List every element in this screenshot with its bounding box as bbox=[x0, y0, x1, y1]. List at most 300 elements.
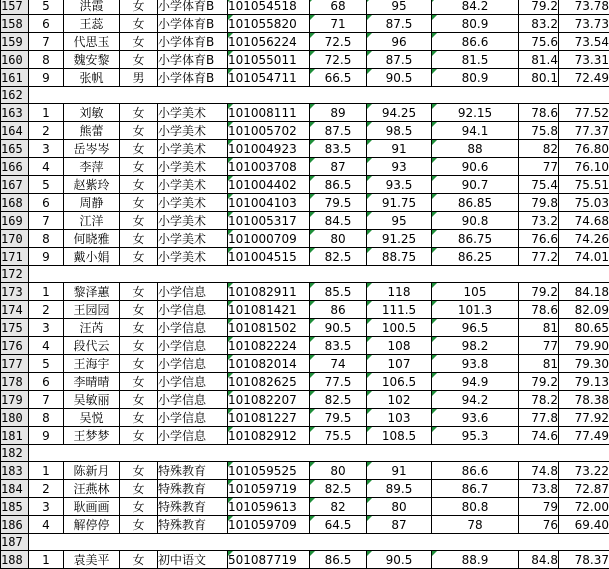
row-number[interactable]: 162 bbox=[1, 87, 29, 104]
total-cell[interactable]: 73.54 bbox=[559, 33, 609, 51]
row-number[interactable]: 185 bbox=[1, 498, 29, 516]
score-cell[interactable] bbox=[432, 87, 519, 104]
exam-id-cell[interactable]: 101000709 bbox=[228, 230, 310, 248]
table-row[interactable] bbox=[1, 15, 609, 33]
gender-cell[interactable]: 女 bbox=[120, 194, 158, 212]
gender-cell[interactable]: 女 bbox=[120, 427, 158, 445]
name-cell[interactable] bbox=[64, 534, 120, 551]
table-row[interactable] bbox=[1, 230, 609, 248]
name-cell[interactable]: 汪芮 bbox=[64, 319, 120, 337]
score-cell[interactable]: 79.2 bbox=[519, 373, 559, 391]
score-cell[interactable]: 82.5 bbox=[310, 480, 367, 498]
exam-id-cell[interactable]: 101082207 bbox=[228, 391, 310, 409]
score-cell[interactable]: 86.6 bbox=[432, 33, 519, 51]
score-cell[interactable]: 87 bbox=[367, 516, 432, 534]
name-cell[interactable]: 王蕊 bbox=[64, 15, 120, 33]
exam-id-cell[interactable] bbox=[228, 266, 310, 283]
row-number[interactable]: 166 bbox=[1, 158, 29, 176]
score-cell[interactable]: 108.5 bbox=[367, 427, 432, 445]
name-cell[interactable]: 戴小娟 bbox=[64, 248, 120, 266]
serial-number-cell[interactable]: 1 bbox=[29, 551, 64, 569]
gender-cell[interactable]: 女 bbox=[120, 355, 158, 373]
exam-id-cell[interactable]: 101004515 bbox=[228, 248, 310, 266]
score-cell[interactable]: 74.6 bbox=[519, 427, 559, 445]
name-cell[interactable]: 何晓雅 bbox=[64, 230, 120, 248]
total-cell[interactable] bbox=[559, 266, 609, 283]
row-number[interactable]: 178 bbox=[1, 373, 29, 391]
subject-cell[interactable]: 小学体育B bbox=[158, 51, 228, 69]
total-cell[interactable] bbox=[559, 445, 609, 462]
serial-number-cell[interactable]: 8 bbox=[29, 230, 64, 248]
name-cell[interactable]: 刘敏 bbox=[64, 104, 120, 122]
score-cell[interactable]: 91.75 bbox=[367, 194, 432, 212]
name-cell[interactable]: 赵紫玲 bbox=[64, 176, 120, 194]
subject-cell[interactable]: 小学美术 bbox=[158, 140, 228, 158]
score-cell[interactable]: 77.5 bbox=[310, 373, 367, 391]
serial-number-cell[interactable]: 8 bbox=[29, 409, 64, 427]
row-number[interactable]: 160 bbox=[1, 51, 29, 69]
row-number[interactable]: 163 bbox=[1, 104, 29, 122]
gender-cell[interactable]: 女 bbox=[120, 140, 158, 158]
exam-id-cell[interactable]: 101059719 bbox=[228, 480, 310, 498]
score-cell[interactable]: 83.2 bbox=[519, 15, 559, 33]
score-cell[interactable]: 81.5 bbox=[432, 51, 519, 69]
serial-number-cell[interactable]: 7 bbox=[29, 391, 64, 409]
exam-id-cell[interactable]: 101055011 bbox=[228, 51, 310, 69]
name-cell[interactable]: 陈新月 bbox=[64, 462, 120, 480]
serial-number-cell[interactable]: 5 bbox=[29, 176, 64, 194]
total-cell[interactable]: 78.38 bbox=[559, 391, 609, 409]
score-cell[interactable]: 106.5 bbox=[367, 373, 432, 391]
gender-cell[interactable] bbox=[120, 87, 158, 104]
serial-number-cell[interactable]: 3 bbox=[29, 319, 64, 337]
name-cell[interactable]: 代思玉 bbox=[64, 33, 120, 51]
score-cell[interactable]: 91 bbox=[367, 140, 432, 158]
total-cell[interactable]: 77.52 bbox=[559, 104, 609, 122]
score-cell[interactable] bbox=[367, 266, 432, 283]
score-cell[interactable]: 87 bbox=[310, 158, 367, 176]
row-number[interactable]: 181 bbox=[1, 427, 29, 445]
table-row[interactable] bbox=[1, 498, 609, 516]
score-cell[interactable]: 96.5 bbox=[432, 319, 519, 337]
score-cell[interactable]: 79.2 bbox=[519, 0, 559, 15]
row-number[interactable]: 165 bbox=[1, 140, 29, 158]
table-row[interactable] bbox=[1, 33, 609, 51]
score-cell[interactable]: 82 bbox=[519, 140, 559, 158]
score-cell[interactable]: 86.85 bbox=[432, 194, 519, 212]
row-number[interactable]: 159 bbox=[1, 33, 29, 51]
score-cell[interactable]: 90.7 bbox=[432, 176, 519, 194]
score-cell[interactable]: 82 bbox=[310, 498, 367, 516]
score-cell[interactable] bbox=[367, 87, 432, 104]
name-cell[interactable]: 王海宇 bbox=[64, 355, 120, 373]
score-cell[interactable]: 80 bbox=[310, 230, 367, 248]
total-cell[interactable]: 77.49 bbox=[559, 427, 609, 445]
score-cell[interactable]: 87.5 bbox=[367, 51, 432, 69]
score-cell[interactable]: 76.6 bbox=[519, 230, 559, 248]
serial-number-cell[interactable]: 6 bbox=[29, 373, 64, 391]
row-number[interactable]: 183 bbox=[1, 462, 29, 480]
serial-number-cell[interactable] bbox=[29, 87, 64, 104]
score-cell[interactable]: 90.5 bbox=[367, 69, 432, 87]
serial-number-cell[interactable]: 9 bbox=[29, 248, 64, 266]
subject-cell[interactable]: 小学美术 bbox=[158, 176, 228, 194]
score-cell[interactable]: 88.75 bbox=[367, 248, 432, 266]
serial-number-cell[interactable]: 9 bbox=[29, 69, 64, 87]
score-cell[interactable]: 89.5 bbox=[367, 480, 432, 498]
score-cell[interactable]: 85.5 bbox=[310, 283, 367, 301]
subject-cell[interactable]: 小学美术 bbox=[158, 194, 228, 212]
subject-cell[interactable]: 小学信息 bbox=[158, 373, 228, 391]
row-number[interactable]: 186 bbox=[1, 516, 29, 534]
score-cell[interactable]: 83.5 bbox=[310, 337, 367, 355]
gender-cell[interactable]: 女 bbox=[120, 498, 158, 516]
row-number[interactable]: 177 bbox=[1, 355, 29, 373]
score-cell[interactable]: 90.5 bbox=[367, 551, 432, 569]
total-cell[interactable] bbox=[559, 87, 609, 104]
total-cell[interactable]: 72.49 bbox=[559, 69, 609, 87]
serial-number-cell[interactable] bbox=[29, 445, 64, 462]
subject-cell[interactable] bbox=[158, 266, 228, 283]
table-row[interactable] bbox=[1, 337, 609, 355]
gender-cell[interactable]: 女 bbox=[120, 551, 158, 569]
score-cell[interactable] bbox=[519, 445, 559, 462]
score-cell[interactable]: 95 bbox=[367, 212, 432, 230]
row-number[interactable]: 158 bbox=[1, 15, 29, 33]
row-number[interactable]: 179 bbox=[1, 391, 29, 409]
score-cell[interactable]: 94.9 bbox=[432, 373, 519, 391]
subject-cell[interactable] bbox=[158, 445, 228, 462]
score-cell[interactable]: 81 bbox=[519, 319, 559, 337]
score-cell[interactable]: 79.2 bbox=[519, 283, 559, 301]
score-cell[interactable]: 78.2 bbox=[519, 391, 559, 409]
serial-number-cell[interactable]: 5 bbox=[29, 355, 64, 373]
exam-id-cell[interactable]: 101005317 bbox=[228, 212, 310, 230]
subject-cell[interactable]: 特殊教育 bbox=[158, 462, 228, 480]
table-row[interactable] bbox=[1, 158, 609, 176]
score-cell[interactable]: 66.5 bbox=[310, 69, 367, 87]
subject-cell[interactable]: 小学信息 bbox=[158, 409, 228, 427]
score-cell[interactable]: 75.4 bbox=[519, 176, 559, 194]
score-cell[interactable]: 105 bbox=[432, 283, 519, 301]
row-number[interactable]: 174 bbox=[1, 301, 29, 319]
score-cell[interactable]: 81.4 bbox=[519, 51, 559, 69]
gender-cell[interactable]: 女 bbox=[120, 283, 158, 301]
score-cell[interactable]: 71 bbox=[310, 15, 367, 33]
score-cell[interactable]: 72.5 bbox=[310, 51, 367, 69]
gender-cell[interactable]: 女 bbox=[120, 337, 158, 355]
name-cell[interactable]: 袁美平 bbox=[64, 551, 120, 569]
score-cell[interactable]: 75.5 bbox=[310, 427, 367, 445]
serial-number-cell[interactable]: 4 bbox=[29, 337, 64, 355]
score-cell[interactable]: 88.9 bbox=[432, 551, 519, 569]
score-cell[interactable] bbox=[367, 534, 432, 551]
score-cell[interactable]: 93.6 bbox=[432, 409, 519, 427]
gender-cell[interactable]: 女 bbox=[120, 122, 158, 140]
score-cell[interactable]: 77.2 bbox=[519, 248, 559, 266]
subject-cell[interactable]: 小学美术 bbox=[158, 158, 228, 176]
total-cell[interactable]: 82.09 bbox=[559, 301, 609, 319]
exam-id-cell[interactable]: 101081502 bbox=[228, 319, 310, 337]
exam-id-cell[interactable]: 101082625 bbox=[228, 373, 310, 391]
score-cell[interactable] bbox=[310, 445, 367, 462]
row-number[interactable]: 180 bbox=[1, 409, 29, 427]
score-cell[interactable]: 98.2 bbox=[432, 337, 519, 355]
table-row[interactable] bbox=[1, 551, 609, 569]
name-cell[interactable] bbox=[64, 87, 120, 104]
name-cell[interactable] bbox=[64, 266, 120, 283]
table-row[interactable] bbox=[1, 301, 609, 319]
gender-cell[interactable]: 女 bbox=[120, 409, 158, 427]
score-cell[interactable]: 86.5 bbox=[310, 551, 367, 569]
subject-cell[interactable]: 小学信息 bbox=[158, 319, 228, 337]
score-cell[interactable]: 90.8 bbox=[432, 212, 519, 230]
serial-number-cell[interactable] bbox=[29, 534, 64, 551]
subject-cell[interactable] bbox=[158, 87, 228, 104]
table-row[interactable] bbox=[1, 248, 609, 266]
subject-cell[interactable]: 小学美术 bbox=[158, 104, 228, 122]
score-cell[interactable]: 90.5 bbox=[310, 319, 367, 337]
score-cell[interactable]: 73.8 bbox=[519, 480, 559, 498]
exam-id-cell[interactable]: 101056224 bbox=[228, 33, 310, 51]
gender-cell[interactable]: 女 bbox=[120, 373, 158, 391]
blank-row[interactable] bbox=[1, 445, 609, 462]
name-cell[interactable]: 段代云 bbox=[64, 337, 120, 355]
total-cell[interactable]: 76.10 bbox=[559, 158, 609, 176]
score-cell[interactable]: 80.9 bbox=[432, 69, 519, 87]
total-cell[interactable]: 79.13 bbox=[559, 373, 609, 391]
gender-cell[interactable]: 男 bbox=[120, 69, 158, 87]
row-number[interactable]: 176 bbox=[1, 337, 29, 355]
gender-cell[interactable]: 女 bbox=[120, 158, 158, 176]
score-cell[interactable] bbox=[310, 87, 367, 104]
score-cell[interactable]: 94.1 bbox=[432, 122, 519, 140]
score-cell[interactable]: 80.1 bbox=[519, 69, 559, 87]
name-cell[interactable]: 李萍 bbox=[64, 158, 120, 176]
subject-cell[interactable]: 初中语文 bbox=[158, 551, 228, 569]
score-cell[interactable]: 84.2 bbox=[432, 0, 519, 15]
table-row[interactable] bbox=[1, 140, 609, 158]
total-cell[interactable] bbox=[559, 534, 609, 551]
name-cell[interactable]: 吴悦 bbox=[64, 409, 120, 427]
gender-cell[interactable]: 女 bbox=[120, 301, 158, 319]
score-cell[interactable]: 73.2 bbox=[519, 212, 559, 230]
total-cell[interactable]: 75.03 bbox=[559, 194, 609, 212]
exam-id-cell[interactable]: 101081421 bbox=[228, 301, 310, 319]
score-cell[interactable]: 72.5 bbox=[310, 33, 367, 51]
exam-id-cell[interactable]: 101054711 bbox=[228, 69, 310, 87]
score-cell[interactable]: 93.5 bbox=[367, 176, 432, 194]
subject-cell[interactable]: 小学体育B bbox=[158, 69, 228, 87]
score-cell[interactable] bbox=[367, 445, 432, 462]
score-cell[interactable]: 83.5 bbox=[310, 140, 367, 158]
score-cell[interactable] bbox=[432, 266, 519, 283]
score-cell[interactable]: 107 bbox=[367, 355, 432, 373]
subject-cell[interactable]: 小学信息 bbox=[158, 301, 228, 319]
score-cell[interactable]: 75.6 bbox=[519, 33, 559, 51]
exam-id-cell[interactable]: 101081227 bbox=[228, 409, 310, 427]
subject-cell[interactable]: 小学信息 bbox=[158, 427, 228, 445]
score-cell[interactable]: 90.6 bbox=[432, 158, 519, 176]
serial-number-cell[interactable]: 9 bbox=[29, 427, 64, 445]
score-cell[interactable]: 86.6 bbox=[432, 462, 519, 480]
total-cell[interactable]: 72.87 bbox=[559, 480, 609, 498]
row-number[interactable]: 167 bbox=[1, 176, 29, 194]
name-cell[interactable]: 岳岑岑 bbox=[64, 140, 120, 158]
score-cell[interactable]: 81 bbox=[519, 355, 559, 373]
name-cell[interactable]: 耿画画 bbox=[64, 498, 120, 516]
total-cell[interactable]: 77.92 bbox=[559, 409, 609, 427]
gender-cell[interactable]: 女 bbox=[120, 391, 158, 409]
gender-cell[interactable]: 女 bbox=[120, 0, 158, 15]
table-row[interactable] bbox=[1, 355, 609, 373]
gender-cell[interactable]: 女 bbox=[120, 212, 158, 230]
score-cell[interactable]: 74.8 bbox=[519, 462, 559, 480]
row-number[interactable]: 187 bbox=[1, 534, 29, 551]
row-number[interactable]: 161 bbox=[1, 69, 29, 87]
exam-id-cell[interactable]: 101005702 bbox=[228, 122, 310, 140]
name-cell[interactable]: 张帆 bbox=[64, 69, 120, 87]
exam-id-cell[interactable]: 101059709 bbox=[228, 516, 310, 534]
exam-id-cell[interactable]: 101004103 bbox=[228, 194, 310, 212]
table-row[interactable] bbox=[1, 391, 609, 409]
table-row[interactable] bbox=[1, 0, 609, 15]
exam-id-cell[interactable]: 101059525 bbox=[228, 462, 310, 480]
name-cell[interactable]: 李晴晴 bbox=[64, 373, 120, 391]
name-cell[interactable]: 黎泽蕙 bbox=[64, 283, 120, 301]
row-number[interactable]: 168 bbox=[1, 194, 29, 212]
score-cell[interactable] bbox=[310, 534, 367, 551]
score-cell[interactable] bbox=[432, 445, 519, 462]
gender-cell[interactable] bbox=[120, 266, 158, 283]
subject-cell[interactable]: 小学美术 bbox=[158, 212, 228, 230]
score-cell[interactable]: 84.5 bbox=[310, 212, 367, 230]
gender-cell[interactable]: 女 bbox=[120, 15, 158, 33]
subject-cell[interactable]: 小学体育B bbox=[158, 33, 228, 51]
score-cell[interactable]: 111.5 bbox=[367, 301, 432, 319]
subject-cell[interactable]: 小学体育B bbox=[158, 0, 228, 15]
name-cell[interactable]: 魏安黎 bbox=[64, 51, 120, 69]
name-cell[interactable]: 汪燕林 bbox=[64, 480, 120, 498]
total-cell[interactable]: 73.22 bbox=[559, 462, 609, 480]
score-cell[interactable]: 98.5 bbox=[367, 122, 432, 140]
serial-number-cell[interactable]: 1 bbox=[29, 462, 64, 480]
score-cell[interactable]: 86.75 bbox=[432, 230, 519, 248]
subject-cell[interactable]: 小学体育B bbox=[158, 15, 228, 33]
score-cell[interactable]: 87.5 bbox=[367, 15, 432, 33]
exam-id-cell[interactable] bbox=[228, 534, 310, 551]
table-row[interactable] bbox=[1, 427, 609, 445]
score-cell[interactable] bbox=[519, 534, 559, 551]
exam-id-cell[interactable]: 101008111 bbox=[228, 104, 310, 122]
name-cell[interactable]: 江洋 bbox=[64, 212, 120, 230]
table-row[interactable] bbox=[1, 122, 609, 140]
name-cell[interactable]: 熊蕾 bbox=[64, 122, 120, 140]
name-cell[interactable] bbox=[64, 445, 120, 462]
score-cell[interactable]: 77 bbox=[519, 337, 559, 355]
table-row[interactable] bbox=[1, 409, 609, 427]
score-cell[interactable]: 102 bbox=[367, 391, 432, 409]
score-cell[interactable]: 118 bbox=[367, 283, 432, 301]
serial-number-cell[interactable]: 6 bbox=[29, 15, 64, 33]
score-cell[interactable]: 94.2 bbox=[432, 391, 519, 409]
total-cell[interactable]: 79.30 bbox=[559, 355, 609, 373]
total-cell[interactable]: 72.00 bbox=[559, 498, 609, 516]
gender-cell[interactable]: 女 bbox=[120, 319, 158, 337]
blank-row[interactable] bbox=[1, 87, 609, 104]
name-cell[interactable]: 王梦梦 bbox=[64, 427, 120, 445]
table-row[interactable] bbox=[1, 69, 609, 87]
table-row[interactable] bbox=[1, 462, 609, 480]
score-cell[interactable]: 74 bbox=[310, 355, 367, 373]
subject-cell[interactable]: 特殊教育 bbox=[158, 516, 228, 534]
row-number[interactable]: 173 bbox=[1, 283, 29, 301]
exam-id-cell[interactable]: 101059613 bbox=[228, 498, 310, 516]
total-cell[interactable]: 80.65 bbox=[559, 319, 609, 337]
score-cell[interactable]: 82.5 bbox=[310, 391, 367, 409]
gender-cell[interactable]: 女 bbox=[120, 176, 158, 194]
gender-cell[interactable] bbox=[120, 534, 158, 551]
score-cell[interactable]: 79.8 bbox=[519, 194, 559, 212]
serial-number-cell[interactable]: 3 bbox=[29, 498, 64, 516]
score-cell[interactable]: 79.5 bbox=[310, 409, 367, 427]
score-cell[interactable]: 89 bbox=[310, 104, 367, 122]
serial-number-cell[interactable]: 1 bbox=[29, 104, 64, 122]
score-cell[interactable]: 68 bbox=[310, 0, 367, 15]
row-number[interactable]: 172 bbox=[1, 266, 29, 283]
exam-id-cell[interactable]: 101082224 bbox=[228, 337, 310, 355]
name-cell[interactable]: 解停停 bbox=[64, 516, 120, 534]
table-row[interactable] bbox=[1, 319, 609, 337]
subject-cell[interactable]: 小学美术 bbox=[158, 122, 228, 140]
score-cell[interactable]: 100.5 bbox=[367, 319, 432, 337]
table-row[interactable] bbox=[1, 176, 609, 194]
name-cell[interactable]: 洪霞 bbox=[64, 0, 120, 15]
score-cell[interactable]: 95.3 bbox=[432, 427, 519, 445]
score-cell[interactable]: 78.6 bbox=[519, 301, 559, 319]
gender-cell[interactable]: 女 bbox=[120, 51, 158, 69]
score-cell[interactable]: 77 bbox=[519, 158, 559, 176]
serial-number-cell[interactable]: 3 bbox=[29, 140, 64, 158]
score-cell[interactable] bbox=[519, 266, 559, 283]
gender-cell[interactable]: 女 bbox=[120, 462, 158, 480]
score-cell[interactable]: 80 bbox=[367, 498, 432, 516]
row-number[interactable]: 171 bbox=[1, 248, 29, 266]
table-row[interactable] bbox=[1, 373, 609, 391]
total-cell[interactable]: 74.26 bbox=[559, 230, 609, 248]
score-cell[interactable]: 95 bbox=[367, 0, 432, 15]
score-cell[interactable]: 88 bbox=[432, 140, 519, 158]
exam-id-cell[interactable]: 101004402 bbox=[228, 176, 310, 194]
row-number[interactable]: 175 bbox=[1, 319, 29, 337]
score-cell[interactable]: 108 bbox=[367, 337, 432, 355]
score-cell[interactable] bbox=[310, 266, 367, 283]
serial-number-cell[interactable]: 7 bbox=[29, 33, 64, 51]
exam-id-cell[interactable]: 101004923 bbox=[228, 140, 310, 158]
row-number[interactable]: 170 bbox=[1, 230, 29, 248]
score-cell[interactable]: 80 bbox=[310, 462, 367, 480]
score-cell[interactable]: 79.5 bbox=[310, 194, 367, 212]
score-cell[interactable]: 101.3 bbox=[432, 301, 519, 319]
serial-number-cell[interactable]: 6 bbox=[29, 194, 64, 212]
gender-cell[interactable]: 女 bbox=[120, 248, 158, 266]
serial-number-cell[interactable]: 5 bbox=[29, 0, 64, 15]
score-cell[interactable]: 93 bbox=[367, 158, 432, 176]
score-cell[interactable]: 79 bbox=[519, 498, 559, 516]
score-cell[interactable]: 84.8 bbox=[519, 551, 559, 569]
gender-cell[interactable] bbox=[120, 445, 158, 462]
row-number[interactable]: 182 bbox=[1, 445, 29, 462]
